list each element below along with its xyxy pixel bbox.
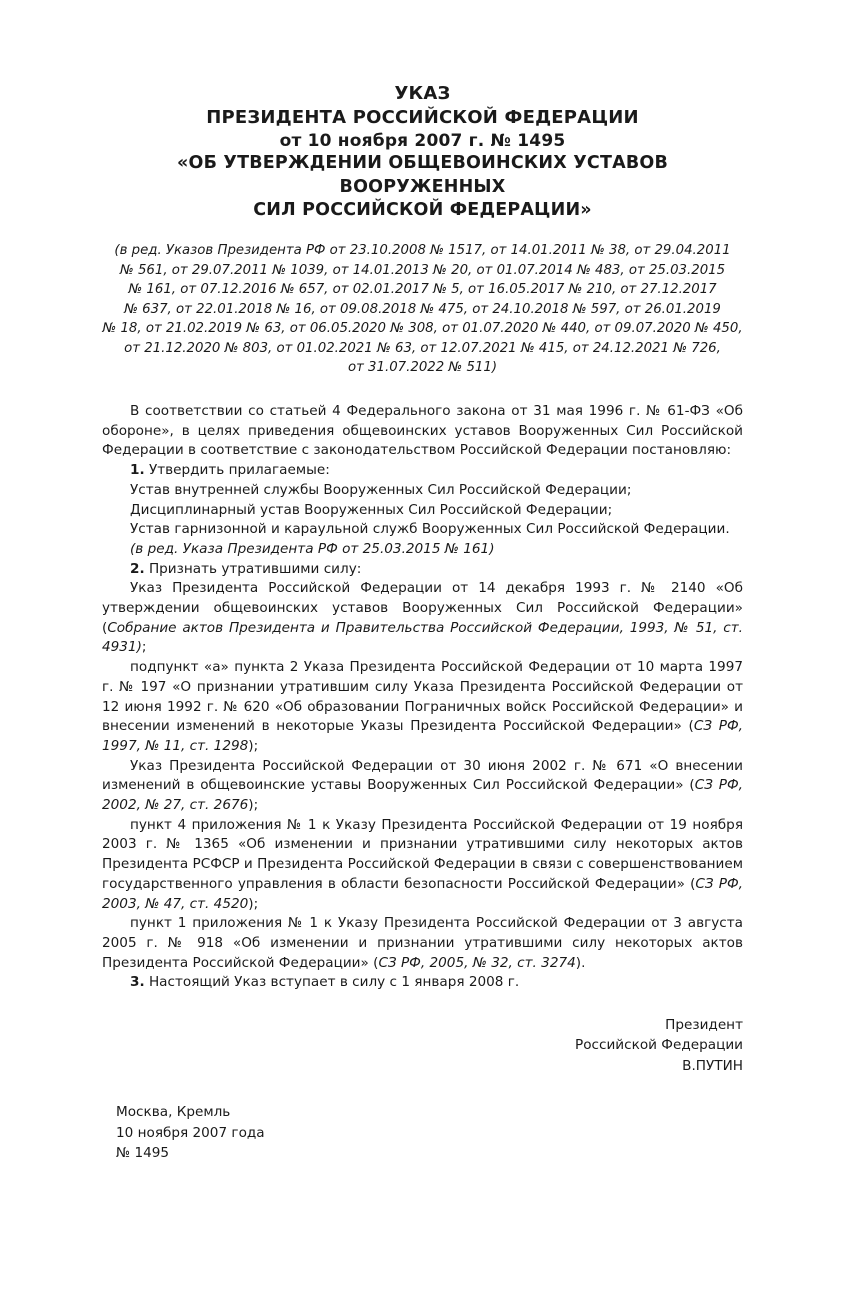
- item-1-number: 1.: [130, 462, 145, 479]
- revoked-act-5-text: пункт 1 приложения № 1 к Указу Президента Российской Федерации от 3 августа 2005 г. № 918 «Об изменении и признании утратившими силу некоторых актов Президента Российской Федерации» (: [102, 915, 743, 971]
- revoked-act-1-tail: ;: [141, 639, 147, 656]
- amendments-note: [102, 241, 743, 378]
- revoked-act-2: [102, 658, 743, 757]
- item-3-paragraph: [102, 973, 743, 993]
- revoked-act-2-tail: );: [248, 737, 259, 754]
- signature-title-line-2: Российской Федерации: [575, 1037, 743, 1054]
- revoked-act-2-text: подпункт «а» пункта 2 Указа Президента Российской Федерации от 10 марта 1997 г. № 197 «О признании утратившим силу Указа Президента Российской Федерации от 12 июня 1992 г. № 620 «Об образовании Пограничных войск Российской Федерации» и внесении изменений в некоторые Указы Президента Российской Федерации» (: [102, 659, 743, 735]
- title-line-4: «ОБ УТВЕРЖДЕНИИ ОБЩЕВОИНСКИХ УСТАВОВ ВООРУЖЕННЫХ: [177, 153, 668, 197]
- revoked-act-1-citation: Собрание актов Президента и Правительства Российской Федерации, 1993, № 51, ст. 4931): [102, 619, 743, 656]
- title-line-2: ПРЕЗИДЕНТА РОССИЙСКОЙ ФЕДЕРАЦИИ: [206, 106, 639, 128]
- place-and-date-block: [116, 1102, 743, 1163]
- title-line-3: от 10 ноября 2007 г. № 1495: [279, 130, 566, 151]
- document-body: [102, 402, 743, 993]
- revoked-act-4-text: пункт 4 приложения № 1 к Указу Президента Российской Федерации от 19 ноября 2003 г. № 1365 «Об изменении и признании утратившими силу некоторых актов Президента РСФСР и Президента Российской Федерации в связи с совершенствованием государственного управления в области безопасности Российской Федерации» (: [102, 816, 743, 892]
- item-1-text: Утвердить прилагаемые:: [144, 462, 330, 479]
- item-2-text: Признать утратившими силу:: [144, 560, 362, 577]
- item-1-paragraph: [102, 461, 743, 481]
- revoked-act-3-tail: );: [248, 797, 259, 814]
- amendment-line: № 561, от 29.07.2011 № 1039, от 14.01.2013 № 20, от 01.07.2014 № 483, от 25.03.2015: [119, 262, 726, 278]
- document-number-line: № 1495: [116, 1145, 170, 1162]
- signature-name: В.ПУТИН: [682, 1057, 743, 1074]
- revoked-act-3-text: Указ Президента Российской Федерации от 30 июня 2002 г. № 671 «О внесении изменений в общевоинские уставы Вооруженных Сил Российской Федерации» (: [102, 757, 743, 794]
- document-title: [102, 82, 743, 222]
- revoked-act-1-text: Указ Президента Российской Федерации от 14 декабря 1993 г. № 2140 «Об утверждении общевоинских уставов Вооруженных Сил Российской Федерации» (: [102, 580, 743, 636]
- title-line-1: УКАЗ: [394, 83, 451, 104]
- amendment-line: № 18, от 21.02.2019 № 63, от 06.05.2020 № 308, от 01.07.2020 № 440, от 09.07.2020 № 450,: [102, 321, 743, 337]
- signature-title-line-1: Президент: [665, 1017, 743, 1034]
- ustav-item-2: Дисциплинарный устав Вооруженных Сил Российской Федерации;: [130, 501, 613, 518]
- item-3-text: Настоящий Указ вступает в силу с 1 января 2008 г.: [144, 974, 520, 991]
- revoked-act-3: [102, 757, 743, 816]
- item-3-number: 3.: [130, 974, 145, 991]
- amendment-line: от 21.12.2020 № 803, от 01.02.2021 № 63, от 12.07.2021 № 415, от 24.12.2021 № 726,: [124, 340, 721, 356]
- revoked-act-5: [102, 914, 743, 973]
- amendment-line: (в ред. Указов Президента РФ от 23.10.2008 № 1517, от 14.01.2011 № 38, от 29.04.2011: [114, 243, 731, 259]
- place-line: Москва, Кремль: [116, 1104, 231, 1121]
- revoked-act-1: [102, 579, 743, 658]
- amendment-line: № 637, от 22.01.2018 № 16, от 09.08.2018 № 475, от 24.10.2018 № 597, от 26.01.2019: [124, 301, 721, 317]
- revoked-act-3-citation: СЗ РФ, 2002, № 27, ст. 2676: [102, 777, 743, 814]
- revoked-act-5-tail: ).: [575, 954, 586, 971]
- revoked-act-4: [102, 816, 743, 915]
- signature-block: [102, 1015, 743, 1076]
- title-line-5: СИЛ РОССИЙСКОЙ ФЕДЕРАЦИИ»: [253, 200, 592, 221]
- ustav-item-1: Устав внутренней службы Вооруженных Сил Российской Федерации;: [130, 481, 632, 498]
- revoked-act-4-citation: СЗ РФ, 2003, № 47, ст. 4520: [102, 875, 743, 912]
- item-2-paragraph: [102, 560, 743, 580]
- amendment-line: от 31.07.2022 № 511): [347, 360, 498, 376]
- item-2-number: 2.: [130, 560, 145, 577]
- amendment-line: № 161, от 07.12.2016 № 657, от 02.01.2017 № 5, от 16.05.2017 № 210, от 27.12.2017: [128, 282, 717, 298]
- revoked-act-2-citation: СЗ РФ, 1997, № 11, ст. 1298: [102, 718, 743, 754]
- date-line: 10 ноября 2007 года: [116, 1124, 265, 1141]
- revoked-act-4-tail: );: [248, 895, 259, 912]
- revoked-act-5-citation: СЗ РФ, 2005, № 32, ст. 3274: [378, 954, 576, 971]
- ustav-amendment-note: (в ред. Указа Президента РФ от 25.03.2015 № 161): [130, 540, 495, 557]
- preamble-paragraph: В соответствии со статьей 4 Федерального закона от 31 мая 1996 г. № 61-ФЗ «Об обороне», в целях приведения общевоинских уставов Вооруженных Сил Российской Федерации в соответствие с законодательством Российской Федерации постановляю:: [102, 403, 743, 459]
- ustav-item-3: Устав гарнизонной и караульной служб Вооруженных Сил Российской Федерации.: [130, 521, 730, 538]
